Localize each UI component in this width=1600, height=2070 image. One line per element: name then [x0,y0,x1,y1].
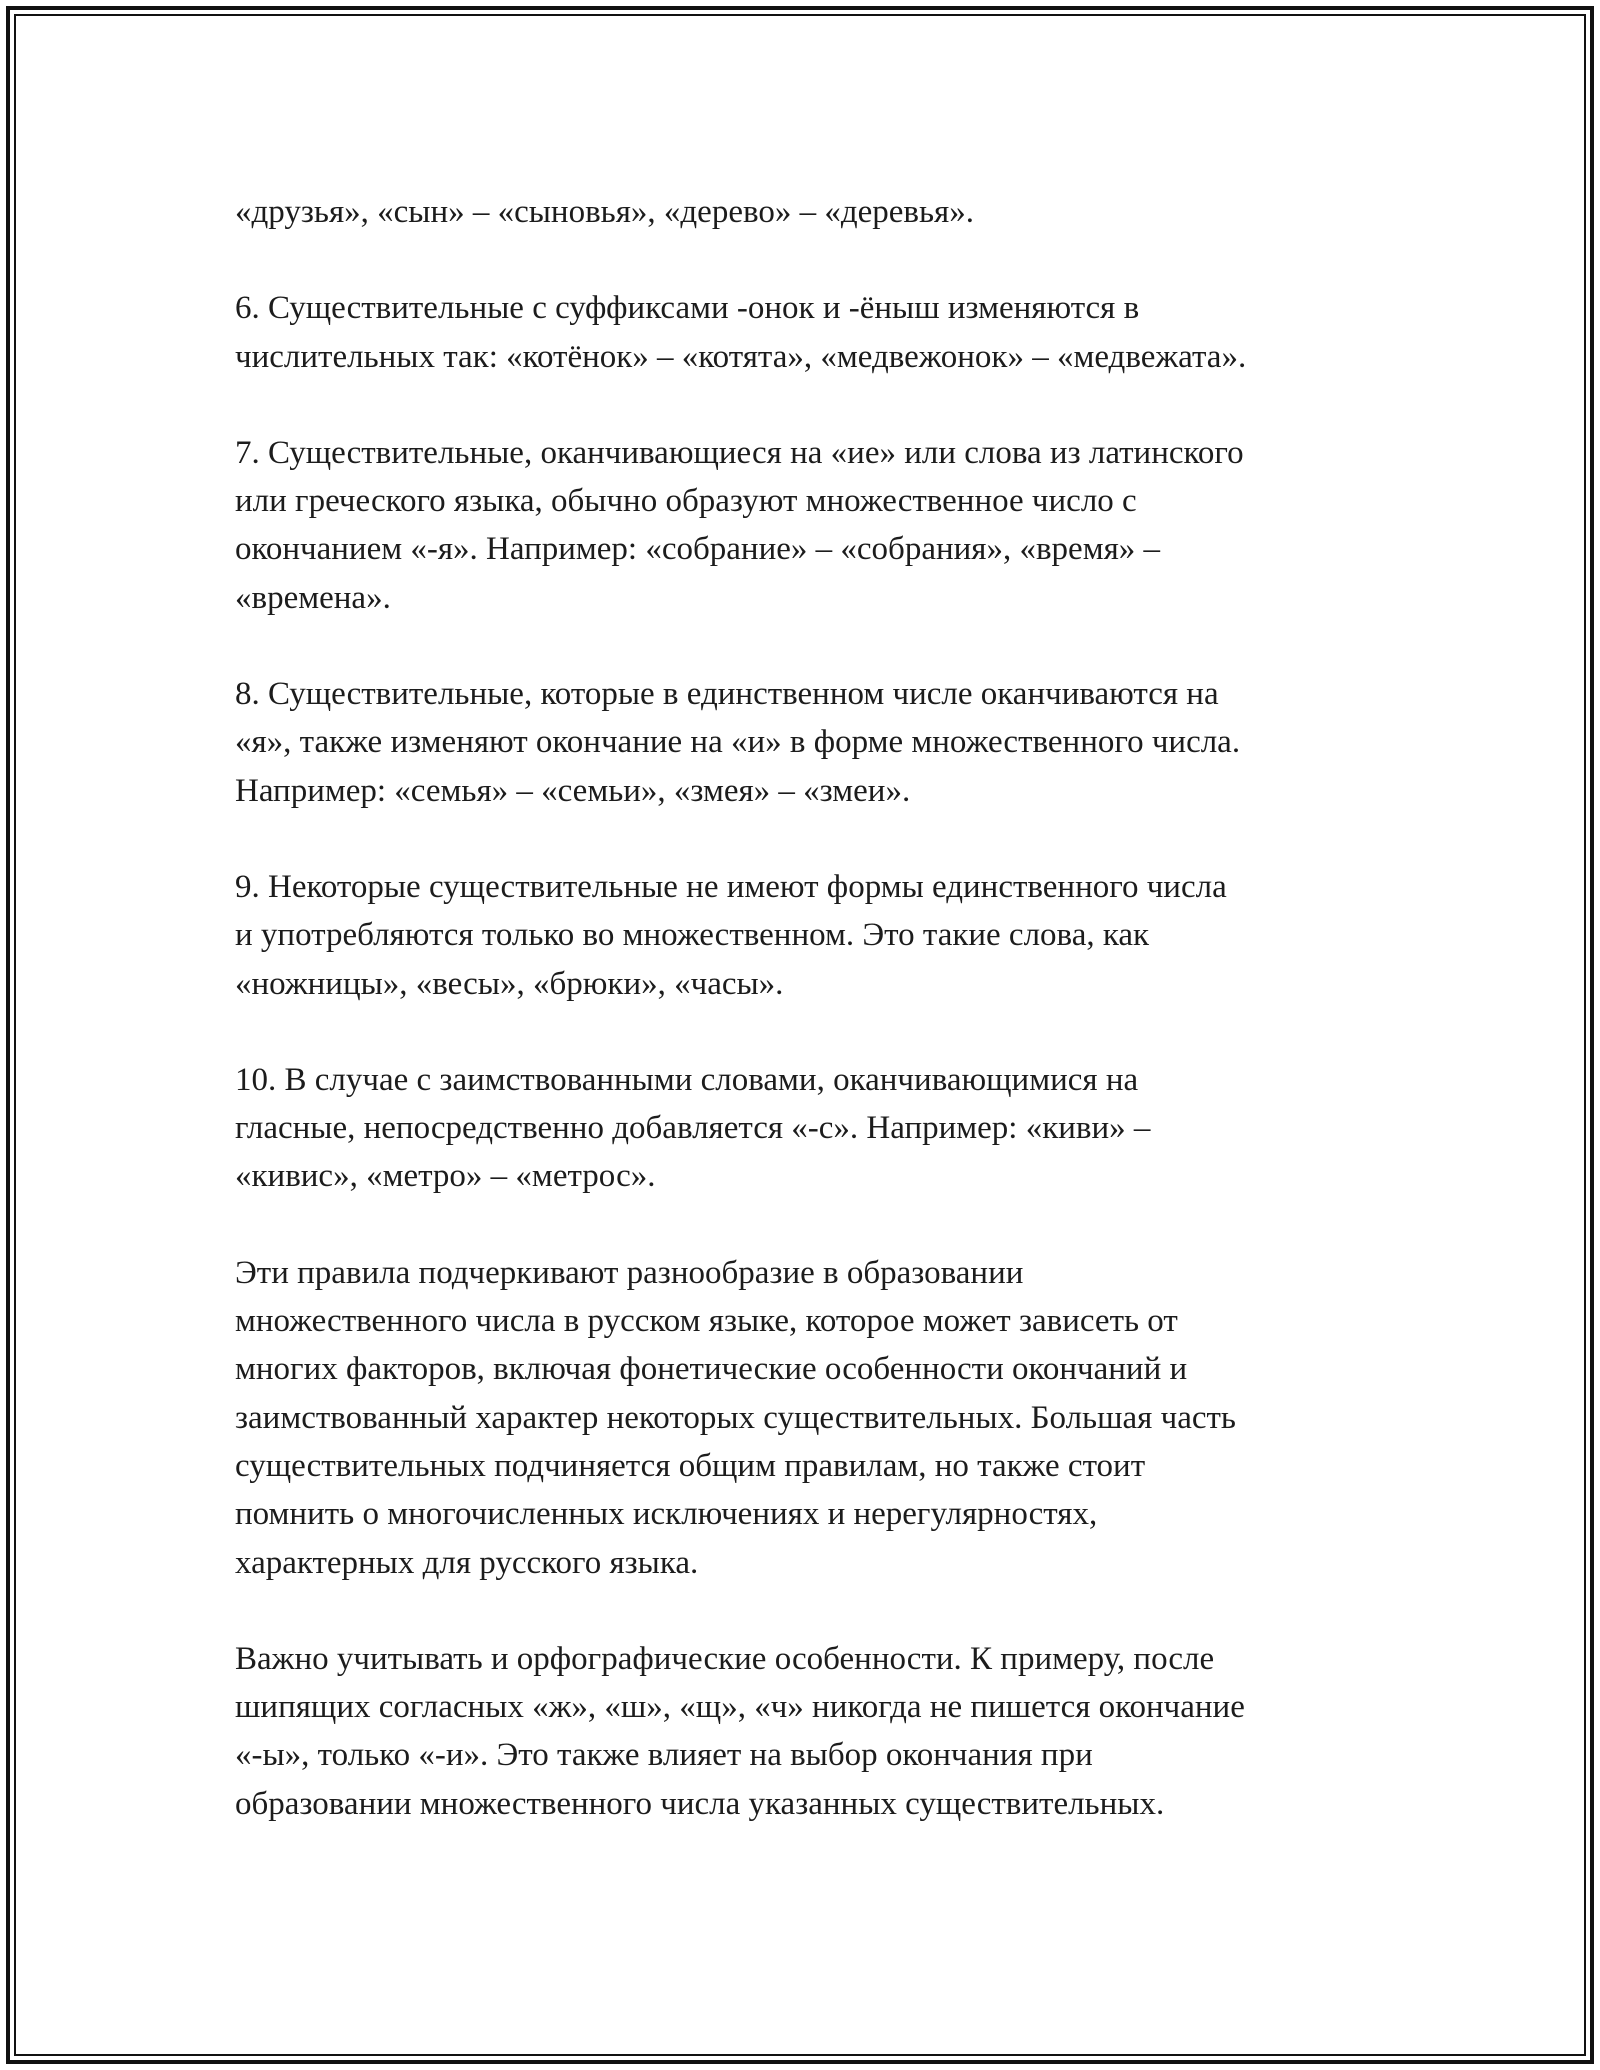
paragraph-rule-8: 8. Существительные, которые в единственном числе оканчиваются на «я», также изменяют окончание на «и» в форме множественного числа. Например: «семья» – «семьи», «змея» – «змеи». [235,676,1241,809]
paragraph-rule-7: 7. Существительные, оканчивающиеся на «ие» или слова из латинского или греческого языка, обычно образуют множественное число с окончанием «-я». Например: «собрание» – «собрания», «время» – «времена». [235,434,1244,616]
paragraph-summary: Эти правила подчеркивают разнообразие в образовании множественного числа в русском языке, которое может зависеть от многих факторов, включая фонетические особенности окончаний и заимствованный характер некоторых существительных. Большая часть существительных подчиняется общим правилам, но также стоит помнить о многочисленных исключениях и нерегулярностях, характерных для русского языка. [235,1254,1236,1581]
paragraph-rule-6: 6. Существительные с суффиксами -онок и -ёныш изменяются в числительных так: «котёнок» – «котята», «медвежонок» – «медвежата». [235,290,1247,375]
paragraph-continuation: «друзья», «сын» – «сыновья», «дерево» – «деревья». [235,194,974,230]
document-body [235,188,1385,1876]
paragraph-rule-10: 10. В случае с заимствованными словами, оканчивающимися на гласные, непосредственно добавляется «-с». Например: «киви» – «кивис», «метро» – «метрос». [235,1061,1151,1195]
paragraph-rule-9: 9. Некоторые существительные не имеют формы единственного числа и употребляются только во множественном. Это такие слова, как «ножницы», «весы», «брюки», «часы». [235,868,1227,1002]
paragraph-orthography: Важно учитывать и орфографические особенности. К примеру, после шипящих согласных «ж», «ш», «щ», «ч» никогда не пишется окончание «-ы», только «-и». Это также влияет на выбор окончания при образовании множественного числа указанных существительных. [235,1640,1245,1822]
